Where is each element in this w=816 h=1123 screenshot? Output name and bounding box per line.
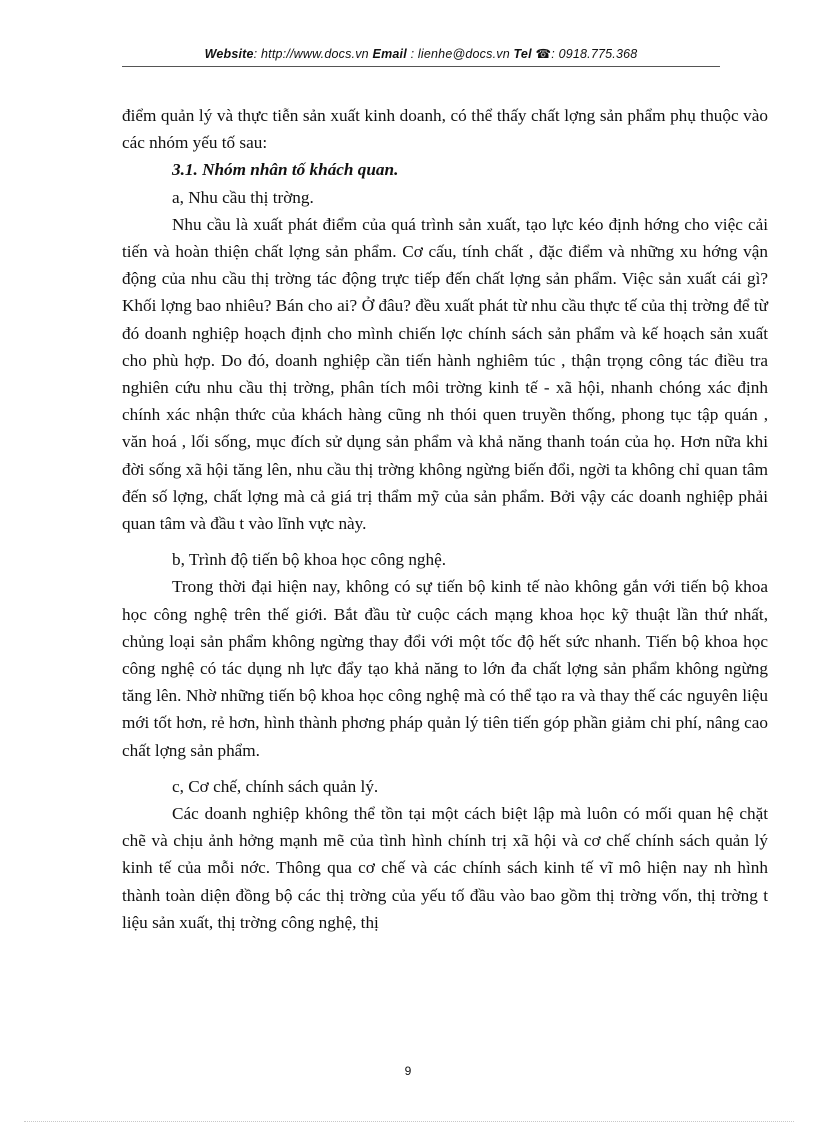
footer-divider: [24, 1121, 794, 1122]
email-label: Email: [372, 47, 407, 61]
paragraph-b: Trong thời đại hiện nay, không có sự tiến bộ kinh tế nào không gắn với tiến bộ khoa học công nghệ trên thế giới. Bắt đầu từ cuộc cách mạng khoa học kỹ thuật lần thứ nhất, chủng loại sản phẩm không ngừng thay đổi với một tốc độ hết sức nhanh. Tiến bộ khoa học công nghệ có tác dụng nh lực đẩy tạo khả năng to lớn đa chất lợng sản phẩm không ngừng tăng lên. Nhờ những tiến bộ khoa học công nghệ mà có thể tạo ra và thay thế các nguyên liệu mới tốt hơn, rẻ hơn, hình thành phơng pháp quản lý tiên tiến góp phần giảm chi phí, nâng cao chất lợng sản phẩm.: [122, 577, 768, 760]
header-divider: [122, 66, 720, 67]
document-body: [122, 102, 768, 936]
website-label: Website: [204, 47, 254, 61]
subsection-title-c: c, Cơ chế, chính sách quản lý.: [172, 776, 379, 796]
phone-icon: ☎: [535, 47, 552, 61]
paragraph-a: Nhu cầu là xuất phát điểm của quá trình sản xuất, tạo lực kéo định hớng cho việc cải tiến và hoàn thiện chất lợng sản phẩm. Cơ cấu, tính chất , đặc điểm và những xu hớng vận động của nhu cầu thị trờng tác động trực tiếp đến chất lợng sản phẩm. Việc sản xuất cái gì? Khối lợng bao nhiêu? Bán cho ai? Ở đâu? đều xuất phát từ nhu cầu thực tế của thị trờng để từ đó doanh nghiệp hoạch định cho mình chiến lợc chính sách sản phẩm và kế hoạch sản xuất cho phù hợp. Do đó, doanh nghiệp cần tiến hành nghiêm túc , thận trọng công tác điều tra nghiên cứu nhu cầu thị trờng, phân tích môi trờng kinh tế - xã hội, nhanh chóng xác định chính xác nhận thức của khách hàng cũng nh thói quen truyền thống, phong tục tập quán , văn hoá , lối sống, mục đích sử dụng sản phẩm và khả năng thanh toán của họ. Hơn nữa khi đời sống xã hội tăng lên, nhu cầu thị trờng không ngừng biến đổi, ngời ta không chỉ quan tâm đến số lợng, chất lợng mà cả giá trị thẩm mỹ của sản phẩm. Bởi vậy các doanh nghiệp phải quan tâm và đầu t vào lĩnh vực này.: [122, 214, 768, 534]
subsection-title-b: b, Trình độ tiến bộ khoa học công nghệ.: [172, 550, 447, 570]
paragraph-c: Các doanh nghiệp không thể tồn tại một cách biệt lập mà luôn có mối quan hệ chặt chẽ và chịu ảnh hởng mạnh mẽ của tình hình chính trị xã hội và cơ chế chính sách quản lý kinh tế của mỗi nớc. Thông qua cơ chế và các chính sách kinh tế vĩ mô hiện nay nh hình thành toàn diện đồng bộ các thị trờng của yếu tố đầu vào bao gồm thị trờng vốn, thị trờng t liệu sản xuất, thị trờng công nghệ, thị: [122, 804, 768, 932]
intro-paragraph: điểm quản lý và thực tiễn sản xuất kinh doanh, có thể thấy chất lợng sản phẩm phụ thuộc vào các nhóm yếu tố sau:: [122, 106, 768, 153]
tel-value: : 0918.775.368: [551, 47, 638, 61]
page-header: [122, 46, 720, 61]
subsection-title-a: a, Nhu cầu thị trờng.: [172, 187, 314, 207]
tel-label: Tel: [513, 47, 532, 61]
email-value: : lienhe@docs.vn: [410, 47, 510, 61]
website-value: : http://www.docs.vn: [253, 47, 369, 61]
section-title: 3.1. Nhóm nhân tố khách quan.: [172, 160, 399, 180]
page-number: 9: [404, 1064, 412, 1078]
